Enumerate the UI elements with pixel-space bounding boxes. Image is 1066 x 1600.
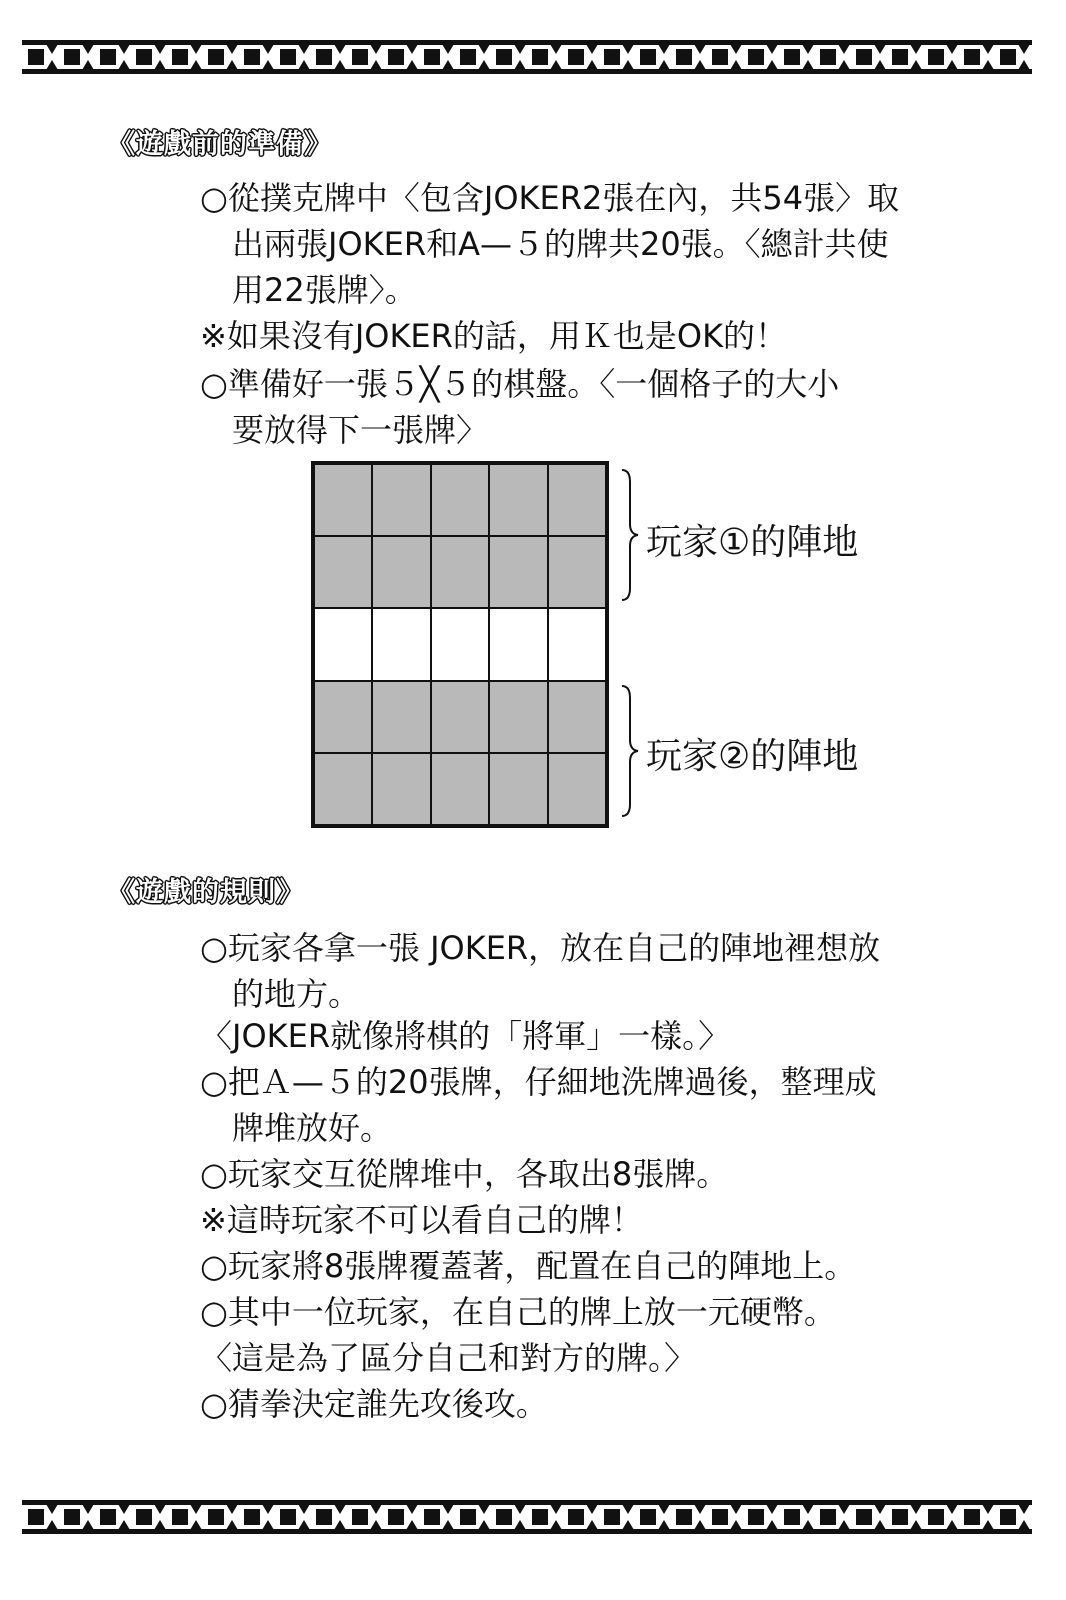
rules-line-5: 牌堆放好。 xyxy=(232,1109,393,1147)
prep-line-3: 用22張牌〉。 xyxy=(232,271,417,309)
section-title: 《遊戲的規則》 xyxy=(108,877,304,908)
prep-line-2: 出兩張JOKER和A—５的牌共20張。〈總計共使 xyxy=(232,225,889,263)
board-cell-neutral xyxy=(432,609,488,679)
rules-note-look: ※這時玩家不可以看自己的牌！ xyxy=(200,1201,643,1239)
section-heading-preparation xyxy=(108,122,332,161)
decorative-border-bottom xyxy=(22,1500,1032,1534)
section-title: 《遊戲前的準備》 xyxy=(108,129,332,160)
board-cell-neutral xyxy=(315,609,371,679)
rules-line-4: ○把Ａ—５的20張牌，仔細地洗牌過後，整理成 xyxy=(200,1063,877,1101)
section-heading-rules xyxy=(108,870,304,909)
prep-line-board: ○準備好一張５╳５的棋盤。〈一個格子的大小 xyxy=(200,365,840,403)
game-board-5x5 xyxy=(311,461,609,828)
brace-player1-icon xyxy=(620,468,642,602)
board-cell-player1 xyxy=(490,465,546,535)
rules-line-3: 〈JOKER就像將棋的「將軍」一樣。〉 xyxy=(200,1017,731,1055)
board-cell-player2 xyxy=(432,682,488,752)
board-cell-player1 xyxy=(549,465,605,535)
board-cell-player2 xyxy=(373,754,429,824)
board-cell-player2 xyxy=(549,682,605,752)
board-cell-player2 xyxy=(490,682,546,752)
board-cell-player1 xyxy=(315,537,371,607)
board-cell-player2 xyxy=(490,754,546,824)
board-cell-neutral xyxy=(373,609,429,679)
prep-line-board-2: 要放得下一張牌〉 xyxy=(232,411,489,449)
board-cell-player1 xyxy=(373,465,429,535)
rules-line-10: 〈這是為了區分自己和對方的牌。〉 xyxy=(200,1339,697,1377)
board-cell-player2 xyxy=(549,754,605,824)
rules-line-1: ○玩家各拿一張 JOKER，放在自己的陣地裡想放 xyxy=(200,929,881,967)
board-cell-player1 xyxy=(315,465,371,535)
board-cell-player1 xyxy=(432,537,488,607)
board-cell-player2 xyxy=(315,682,371,752)
border-pattern-icon xyxy=(22,1500,1032,1534)
border-pattern-icon xyxy=(22,40,1032,74)
board-cell-neutral xyxy=(490,609,546,679)
prep-note-joker: ※如果沒有JOKER的話，用Ｋ也是OK的！ xyxy=(200,317,788,355)
rules-line-2: 的地方。 xyxy=(232,975,361,1013)
board-cell-player2 xyxy=(432,754,488,824)
board-cell-player1 xyxy=(432,465,488,535)
board-cell-player1 xyxy=(549,537,605,607)
board-cell-neutral xyxy=(549,609,605,679)
board-cell-player2 xyxy=(315,754,371,824)
board-cell-player1 xyxy=(373,537,429,607)
board-cell-player1 xyxy=(490,537,546,607)
rules-line-11: ○猜拳決定誰先攻後攻。 xyxy=(200,1385,548,1423)
player2-zone-label: 玩家②的陣地 xyxy=(646,736,859,777)
prep-line-1: ○從撲克牌中〈包含JOKER2張在內，共54張〉取 xyxy=(200,179,900,217)
board-cell-player2 xyxy=(373,682,429,752)
rules-line-6: ○玩家交互從牌堆中，各取出8張牌。 xyxy=(200,1155,729,1193)
rules-line-9: ○其中一位玩家，在自己的牌上放一元硬幣。 xyxy=(200,1293,836,1331)
brace-player2-icon xyxy=(620,684,642,818)
player1-zone-label: 玩家①的陣地 xyxy=(646,522,859,563)
rules-line-8: ○玩家將8張牌覆蓋著，配置在自己的陣地上。 xyxy=(200,1247,857,1285)
decorative-border-top xyxy=(22,40,1032,74)
